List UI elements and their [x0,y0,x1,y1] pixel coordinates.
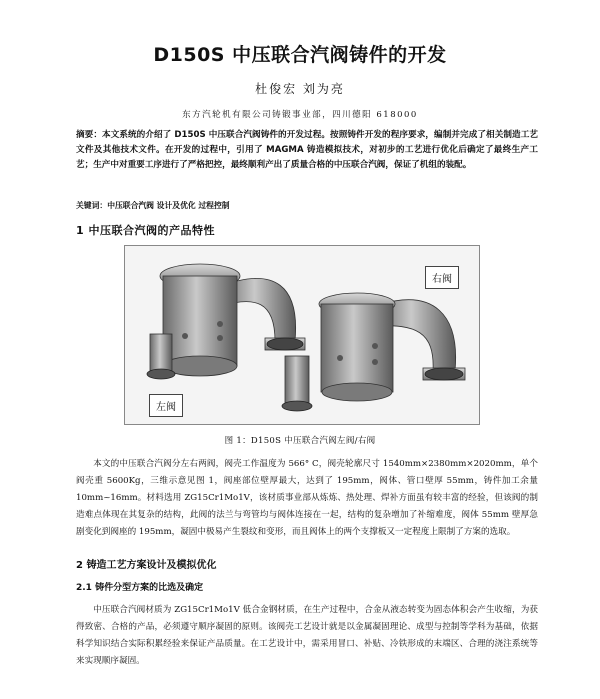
abstract [76,128,538,173]
keywords-label: 关键词： [76,201,108,210]
paper-title: D150S 中压联合汽阀铸件的开发 [153,44,447,66]
keywords-text: 中压联合汽阀 设计及优化 过程控制 [107,201,230,210]
section-2-heading: 2 铸造工艺方案设计及模拟优化 [76,560,217,571]
figure-1 [124,245,480,425]
section-1-heading: 1 中压联合汽阀的产品特性 [76,224,215,237]
figure-label-left-valve: 左阀 [149,394,183,417]
section-2-1-heading: 2.1 铸件分型方案的比选及确定 [76,583,204,593]
right-valve-shape [282,293,465,411]
paper-affiliation: 东方汽轮机有限公司铸锻事业部，四川德阳 618000 [182,110,418,120]
figure-1-caption: 图 1：D150S 中压联合汽阀左阀/右阀 [224,436,376,446]
paper-authors: 杜俊宏 刘为亮 [255,82,345,96]
abstract-label: 摘要： [76,130,102,140]
figure-label-right-valve: 右阀 [425,266,459,289]
paragraph-2: 中压联合汽阀材质为 ZG15Cr1Mo1V 低合金钢材质，在生产过程中，合金从液态转变为固态体积会产生收缩，为获得致密、合格的产品，必须遵守顺序凝固的原则。该阀壳工艺设计就是以金属凝固理论、成型与控制等学科为基础，依据科学知识结合实际积累经验来保证产品质量。在工艺设计中，需采用冒口、补贴、冷铁形成的末端区、合理的浇注系统等来实现顺序凝固。 [76,605,538,666]
paragraph-1: 本文的中压联合汽阀分左右两阀，阀壳工作温度为 566° C，阀壳轮廓尺寸 1540mm×2380mm×2020mm，单个阀壳重 5600Kg，三维示意见图 1，阀座部位壁厚最大，达到了 195mm，阀体、管口壁厚 55mm，铸件加工余量 10mm~16mm。材料选用 ZG15Cr1Mo1V，该材质事业部从炼炼、热处理、焊补方面虽有较丰富的经验，但该阀的制造难点体现在其复杂的结构，此阀的法兰与弯管均与阀体连接在一起，结构的复杂增加了补缩难度，阀体 55mm 壁厚急剧变化到阀座的 195mm，凝固中极易产生裂纹和变形，而且阀体上的两个支撑板又一定程度上限制了方案的选取。 [76,459,538,537]
abstract-text: 本文系统的介绍了 D150S 中压联合汽阀铸件的开发过程。按照铸件开发的程序要求，编制并完成了相关制造工艺文件及其他技术文件。在开发的过程中，引用了 MAGMA 铸造模拟技术，对初步的工艺进行优化后确定了最终生产工艺；生产中对重要工序进行了严格把控，最终顺利产出了质量合格的中压联合汽阀，保证了机组的装配。 [76,130,538,170]
keywords [76,200,538,211]
left-valve-shape [147,264,305,379]
